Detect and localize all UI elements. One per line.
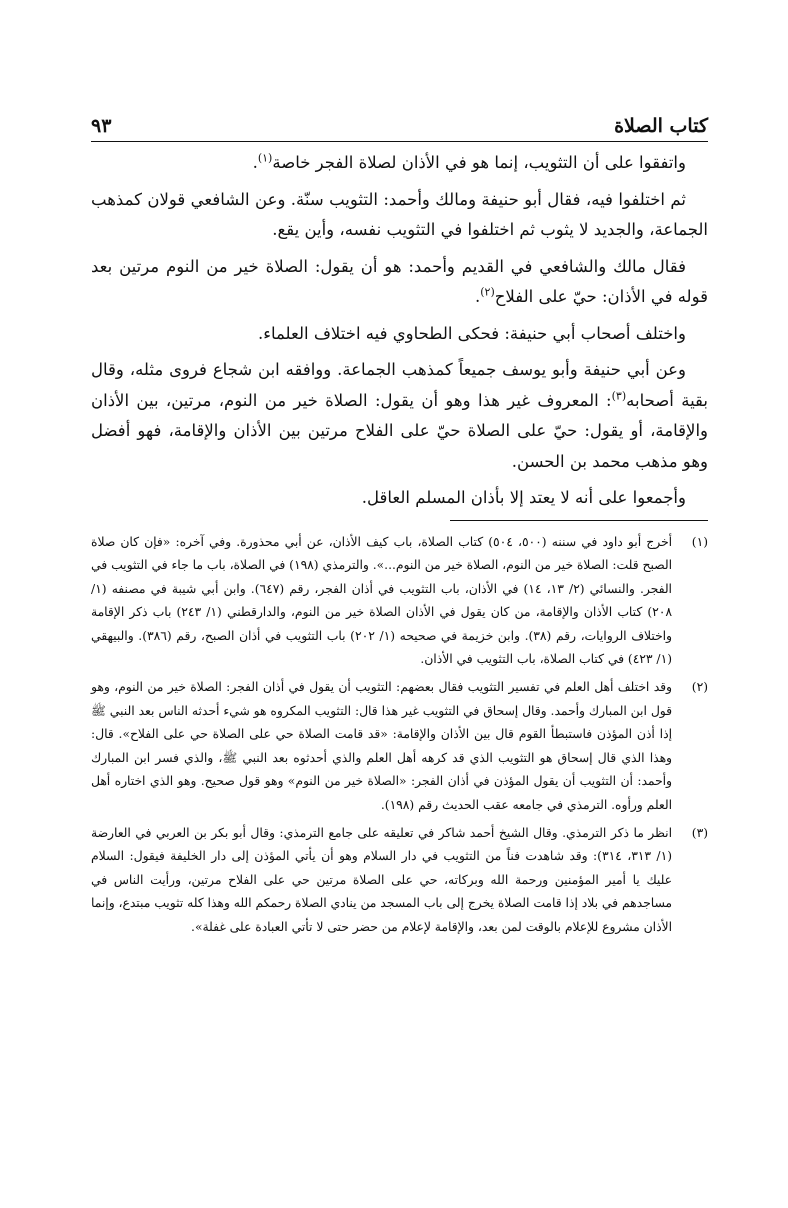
- footnote: [91, 822, 708, 940]
- footnote-ref: (٢): [480, 285, 495, 299]
- paragraph: ثم اختلفوا فيه، فقال أبو حنيفة ومالك وأحمد: التثويب سنّة. وعن الشافعي قولان كمذهب الجماعة، والجديد لا يثوب ثم اختلفوا في التثويب نفسه، وأين يقع.: [91, 189, 708, 239]
- paragraph: فقال مالك والشافعي في القديم وأحمد: هو أن يقول: الصلاة خير من النوم مرتين بعد قوله في الأذان: حيّ على الفلاح$^{(٢)}$.: [91, 256, 708, 306]
- footnote-ref: (٣): [611, 389, 627, 402]
- footnote-number: (٣): [691, 825, 708, 840]
- main-text: [91, 148, 708, 514]
- paragraph: وأجمعوا على أنه لا يعتد إلا بأذان المسلم العاقل.: [361, 488, 686, 507]
- book-page: [91, 108, 708, 944]
- footnote-text: وقد اختلف أهل العلم في تفسير التثويب فقال بعضهم: التثويب أن يقول في أذان الفجر: الصلاة خير من النوم، وهو قول ابن المبارك وأحمد. وقال إسحاق في التثويب غير هذا قال: التثويب المكروه هو شيء أحدثه الناس بعد النبي ﷺ إذا أذن المؤذن فاستبطأ القوم قال بين الأذان والإقامة: «قد قامت الصلاة حي على الصلاة حي على الفلاح». قال: وهذا الذي قال إسحاق هو التثويب الذي قد كرهه أهل العلم والذي أحدثوه بعد النبي ﷺ، والذي فسر ابن المبارك وأحمد: أن التثويب أن يقول المؤذن في أذان الفجر: «الصلاة خير من النوم» وهو قول صحيح. وهو الذي اختاره أهل العلم ورأوه. الترمذي في جامعه عقب الحديث رقم (١٩٨).: [91, 680, 672, 813]
- paragraph: واتفقوا على أن التثويب، إنما هو في الأذان لصلاة الفجر خاصة$^{(١)}$.: [252, 151, 686, 172]
- footnote-number: (١): [691, 534, 708, 549]
- footnote-text: انظر ما ذكر الترمذي. وقال الشيخ أحمد شاكر في تعليقه على جامع الترمذي: وقال أبو بكر بن العربي في العارضة (١/ ٣١٣، ٣١٤): وقد شاهدت فناً من التثويب في دار السلام وهو أن يأتي المؤذن إلى دار الخليفة فيقول: السلام عليك يا أمير المؤمنين ورحمة الله وبركاته، حي على الصلاة مرتين حي على الفلاح مرتين، ورأيت الناس في مساجدهم في بلاد إذا قامت الصلاة يخرج إلى باب المسجد من ينادي الصلاة رحمكم الله وهذا كله تثويب مبتدع، وإنما الأذان مشروع للإعلام بالوقت لمن بعد، والإقامة لإعلام من حضر حتى لا تأتي العبادة على غفلة».: [91, 825, 672, 934]
- footnote: [91, 531, 708, 673]
- paragraph: واختلف أصحاب أبي حنيفة: فحكى الطحاوي فيه اختلاف العلماء.: [257, 323, 686, 343]
- running-header: [91, 108, 708, 142]
- footnote-number: (٢): [691, 680, 708, 695]
- paragraph: وعن أبي حنيفة وأبو يوسف جميعاً كمذهب الجماعة. ووافقه ابن شجاع فروى مثله، وقال بقية أصحابه$^{(٣)}$: المعروف غير هذا وهو أن يقول: الصلاة خير من النوم، مرتين، بين الأذان والإقامة، أو يقول: حيّ على الصلاة حيّ على الفلاح مرتين بين الأذان والإقامة، فهو أفضل وهو مذهب محمد بن الحسن.: [91, 360, 708, 471]
- footnote-text: أخرج أبو داود في سننه (٥٠٠، ٥٠٤) كتاب الصلاة، باب كيف الأذان، عن أبي محذورة. وفي آخره: «فإن كان صلاة الصبح قلت: الصلاة خير من النوم، الصلاة خير من النوم...». والترمذي (١٩٨) في الصلاة، باب ما جاء في التثويب في الفجر. والنسائي (٢/ ١٣، ١٤) في الأذان، باب التثويب في أذان الفجر، رقم (٦٤٧). وابن أبي شيبة في مصنفه (١/ ٢٠٨) كتاب الأذان والإقامة، من كان يقول في الأذان الصلاة خير من النوم، والدارقطني (١/ ٢٤٣) باب ذكر الإقامة واختلاف الروايات، رقم (٣٨). وابن خزيمة في صحيحه (١/ ٢٠٢) باب التثويب في أذان الصبح، رقم (٣٨٦). والبيهقي (١/ ٤٢٣) في كتاب الصلاة، باب التثويب في الأذان.: [91, 534, 673, 667]
- footnotes: [91, 531, 708, 940]
- page-number: ٩٣: [91, 115, 112, 137]
- footnote-divider: [450, 520, 708, 521]
- chapter-title: كتاب الصلاة: [614, 115, 708, 137]
- footnote-ref: (١): [257, 151, 273, 165]
- footnote: [91, 676, 708, 818]
